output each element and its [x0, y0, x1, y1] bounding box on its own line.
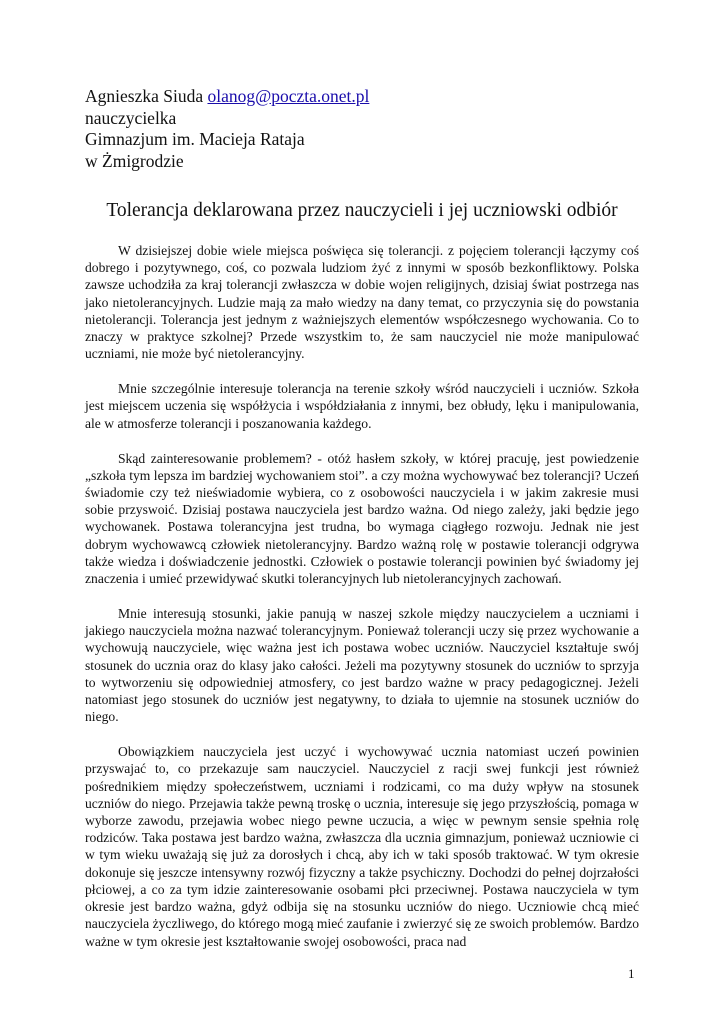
author-line [85, 86, 645, 108]
paragraph: Skąd zainteresowanie problemem? - otóż hasłem szkoły, w której pracuję, jest powiedzenie „szkoła tym lepsza im bardziej wychowaniem stoi”. a czy można wychowywać bez tolerancji? Uczeń świadomie czy też nieświadomie wybiera, co z osobowości nauczyciela i w jakim zakresie musi sobie przyswoić. Dzisiaj postawa nauczyciela jest bardzo ważna. Od niego zależy, jaki będzie jego wychowanek. Postawa tolerancyjna jest trudna, bo wymaga ciągłego rozwoju. Jednak nie jest dobrym wychowawcą człowiek nietolerancyjny. Bardzo ważną rolę w postawie tolerancji odgrywa także wiedza i doświadczenie jednostki. Człowiek o postawie tolerancji powinien być świadomy jej znaczenia i umieć przewidywać skutki tolerancyjnych lub nietolerancyjnych zachowań. [85, 450, 639, 587]
author-email-link[interactable]: olanog@poczta.onet.pl [207, 86, 370, 106]
document-body [85, 242, 639, 968]
author-block [85, 86, 645, 172]
author-name: Agnieszka Siuda [85, 86, 204, 106]
author-role: nauczycielka [85, 107, 177, 128]
paragraph: Mnie szczególnie interesuje tolerancja na terenie szkoły wśród nauczycieli i uczniów. Szkoła jest miejscem uczenia się współżycia i współdziałania z innymi, bez obłudy, lęku i manipulowania, ale w atmosferze tolerancji i poszanowania każdego. [85, 381, 639, 431]
paragraph: W dzisiejszej dobie wiele miejsca poświęca się tolerancji. z pojęciem tolerancji łączymy coś dobrego i pozytywnego, coś, co pozwala ludziom żyć z innymi w sposób bezkonfliktowy. Polska zawsze uchodziła za kraj tolerancji zwłaszcza w dobie wojen religijnych, dzisiaj świat postrzega nas jako nietolerancyjnych. Ludzie mają za mało wiedzy na dany temat, co przyczynia się do powstania nietolerancji. Tolerancja jest jednym z ważniejszych elementów współczesnego wychowania. Co to znaczy w praktyce szkolnej? Przede wszystkim to, że sam nauczyciel nie może manipulować uczniami, nie może być nietolerancyjny. [85, 243, 639, 362]
page-number: 1 [628, 966, 635, 981]
author-school: Gimnazjum im. Macieja Rataja [85, 129, 305, 149]
paragraph: Obowiązkiem nauczyciela jest uczyć i wychowywać ucznia natomiast uczeń powinien przyswajać to, co przekazuje sam nauczyciel. Nauczyciel z racji swej funkcji jest również pośrednikiem między społeczeństwem, uczniami i rodzicami, co ma duży wpływ na stosunek uczniów do niego. Przejawia także pewną troskę o ucznia, interesuje się jego przyszłością, pomaga w wyborze zawodu, przejawia wobec niego pewne uczucia, a więc w pewnym sensie spełnia rolę rodziców. Taka postawa jest bardzo ważna, zwłaszcza dla ucznia gimnazjum, ponieważ uczniowie ci w tym wieku uważają się już za dorosłych i chcą, aby ich w taki sposób traktować. W tym okresie dokonuje się jeszcze intensywny rozwój fizyczny a także psychiczny. Dochodzi do pełnej dojrzałości płciowej, a co za tym idzie zainteresowanie osobami płci przeciwnej. Postawa nauczyciela w tym okresie jest bardzo ważna, gdyż odbija się na stosunku uczniów do niego. Uczniowie chcą mieć nauczyciela życzliwego, do którego mogą mieć zaufanie i zwierzyć się ze swoich problemów. Bardzo ważne w tym okresie jest kształtowanie swojej osobowości, praca nad [85, 744, 639, 949]
author-city: w Żmigrodzie [85, 150, 184, 171]
document-title: Tolerancja deklarowana przez nauczycieli i jej uczniowski odbiór [106, 200, 618, 221]
paragraph: Mnie interesują stosunki, jakie panują w naszej szkole między nauczycielem a uczniami i jakiego nauczyciela można nazwać tolerancyjnym. Ponieważ tolerancji uczy się przez wychowanie a wychowują nauczyciele, więc ważna jest ich postawa wobec uczniów. Nauczyciel kształtuje swój stosunek do ucznia oraz do klasy jako całości. Jeżeli ma pozytywny stosunek do uczniów to sprzyja to wytworzeniu się odpowiedniej atmosfery, co jest bardzo ważne w pracy pedagogicznej. Jeżeli natomiast jego stosunek do uczniów jest negatywny, to działa to ujemnie na stosunek uczniów do niego. [85, 606, 639, 725]
